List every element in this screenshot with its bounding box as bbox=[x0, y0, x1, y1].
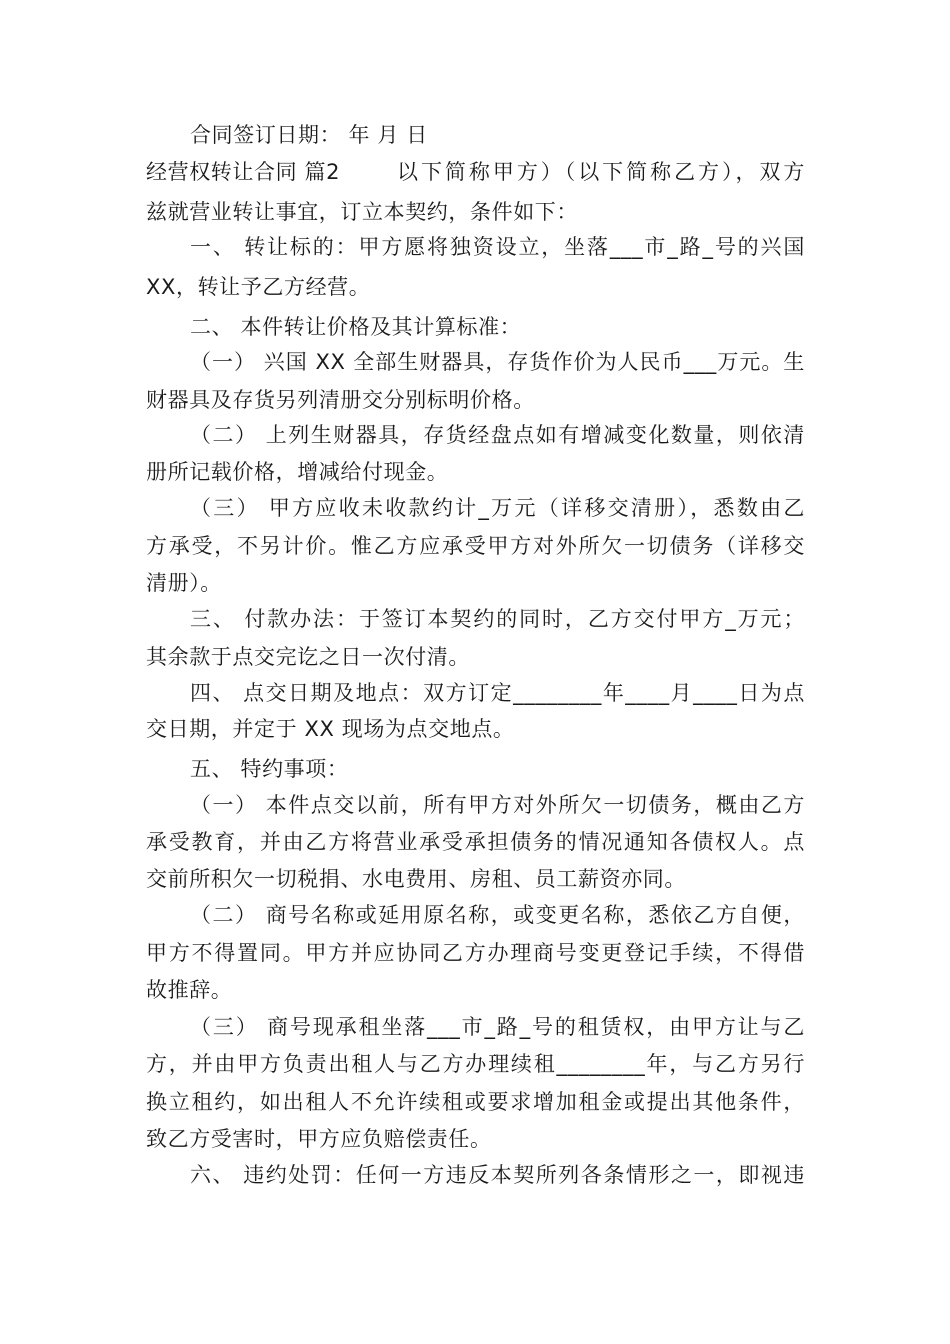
paragraph-line: 兹就营业转让事宜，订立本契约，条件如下： bbox=[146, 200, 578, 224]
paragraph-line: 故推辞。 bbox=[146, 978, 233, 1002]
clause-line: （二） 上列生财器具，存货经盘点如有增减变化数量，则依清 bbox=[190, 423, 805, 447]
paragraph-line: 册所记载价格，增减给付现金。 bbox=[146, 460, 449, 484]
clause-line: （三） 商号现承租坐落___市_路_号的租赁权，由甲方让与乙 bbox=[190, 1015, 805, 1039]
clause-line: 二、 本件转让价格及其计算标准： bbox=[190, 315, 522, 339]
clause-line: 四、 点交日期及地点：双方订定________年____月____日为点 bbox=[190, 681, 805, 705]
paragraph-line: XX，转让予乙方经营。 bbox=[146, 275, 371, 299]
paragraph-line: 承受教育，并由乙方将营业承受承担债务的情况通知各债权人。点 bbox=[146, 830, 805, 854]
paragraph-line: 交日期，并定于 XX 现场为点交地点。 bbox=[146, 717, 515, 741]
paragraph-line: 换立租约，如出租人不允许续租或要求增加租金或提出其他条件， bbox=[146, 1090, 805, 1114]
clause-line: （一） 本件点交以前，所有甲方对外所欠一切债务，概由乙方 bbox=[190, 793, 805, 817]
clause-line: （一） 兴国 XX 全部生财器具，存货作价为人民币___万元。生 bbox=[190, 350, 805, 374]
paragraph-line: 清册）。 bbox=[146, 571, 222, 595]
clause-line: 六、 违约处罚：任何一方违反本契所列各条情形之一，即视违 bbox=[190, 1163, 805, 1187]
clause-line: （三） 甲方应收未收款约计_万元（详移交清册），悉数由乙 bbox=[190, 496, 805, 520]
paragraph-line: 其余款于点交完讫之日一次付清。 bbox=[146, 645, 470, 669]
paragraph-line: 致乙方受害时，甲方应负赔偿责任。 bbox=[146, 1127, 492, 1151]
article-heading: 经营权转让合同 篇2 bbox=[146, 160, 341, 184]
clause-line: 一、 转让标的：甲方愿将独资设立，坐落___市_路_号的兴国 bbox=[190, 235, 805, 259]
paragraph-line: 方承受，不另计价。惟乙方应承受甲方对外所欠一切债务（详移交 bbox=[146, 534, 805, 558]
clause-line: 三、 付款办法：于签订本契约的同时，乙方交付甲方_万元； bbox=[190, 607, 805, 631]
paragraph-line: 财器具及存货另列清册交分别标明价格。 bbox=[146, 388, 535, 412]
paragraph-line: 交前所积欠一切税捐、水电费用、房租、员工薪资亦同。 bbox=[146, 867, 686, 891]
paragraph-line: 以下简称甲方）（以下简称乙方），双方 bbox=[397, 160, 805, 184]
paragraph-line: 方，并由甲方负责出租人与乙方办理续租________年，与乙方另行 bbox=[146, 1052, 805, 1076]
paragraph-line: 甲方不得置同。甲方并应协同乙方办理商号变更登记手续，不得借 bbox=[146, 941, 805, 965]
clause-line: （二） 商号名称或延用原名称，或变更名称，悉依乙方自便， bbox=[190, 903, 805, 927]
clause-line: 五、 特约事项： bbox=[190, 757, 349, 781]
contract-date-line: 合同签订日期： 年 月 日 bbox=[190, 123, 428, 147]
